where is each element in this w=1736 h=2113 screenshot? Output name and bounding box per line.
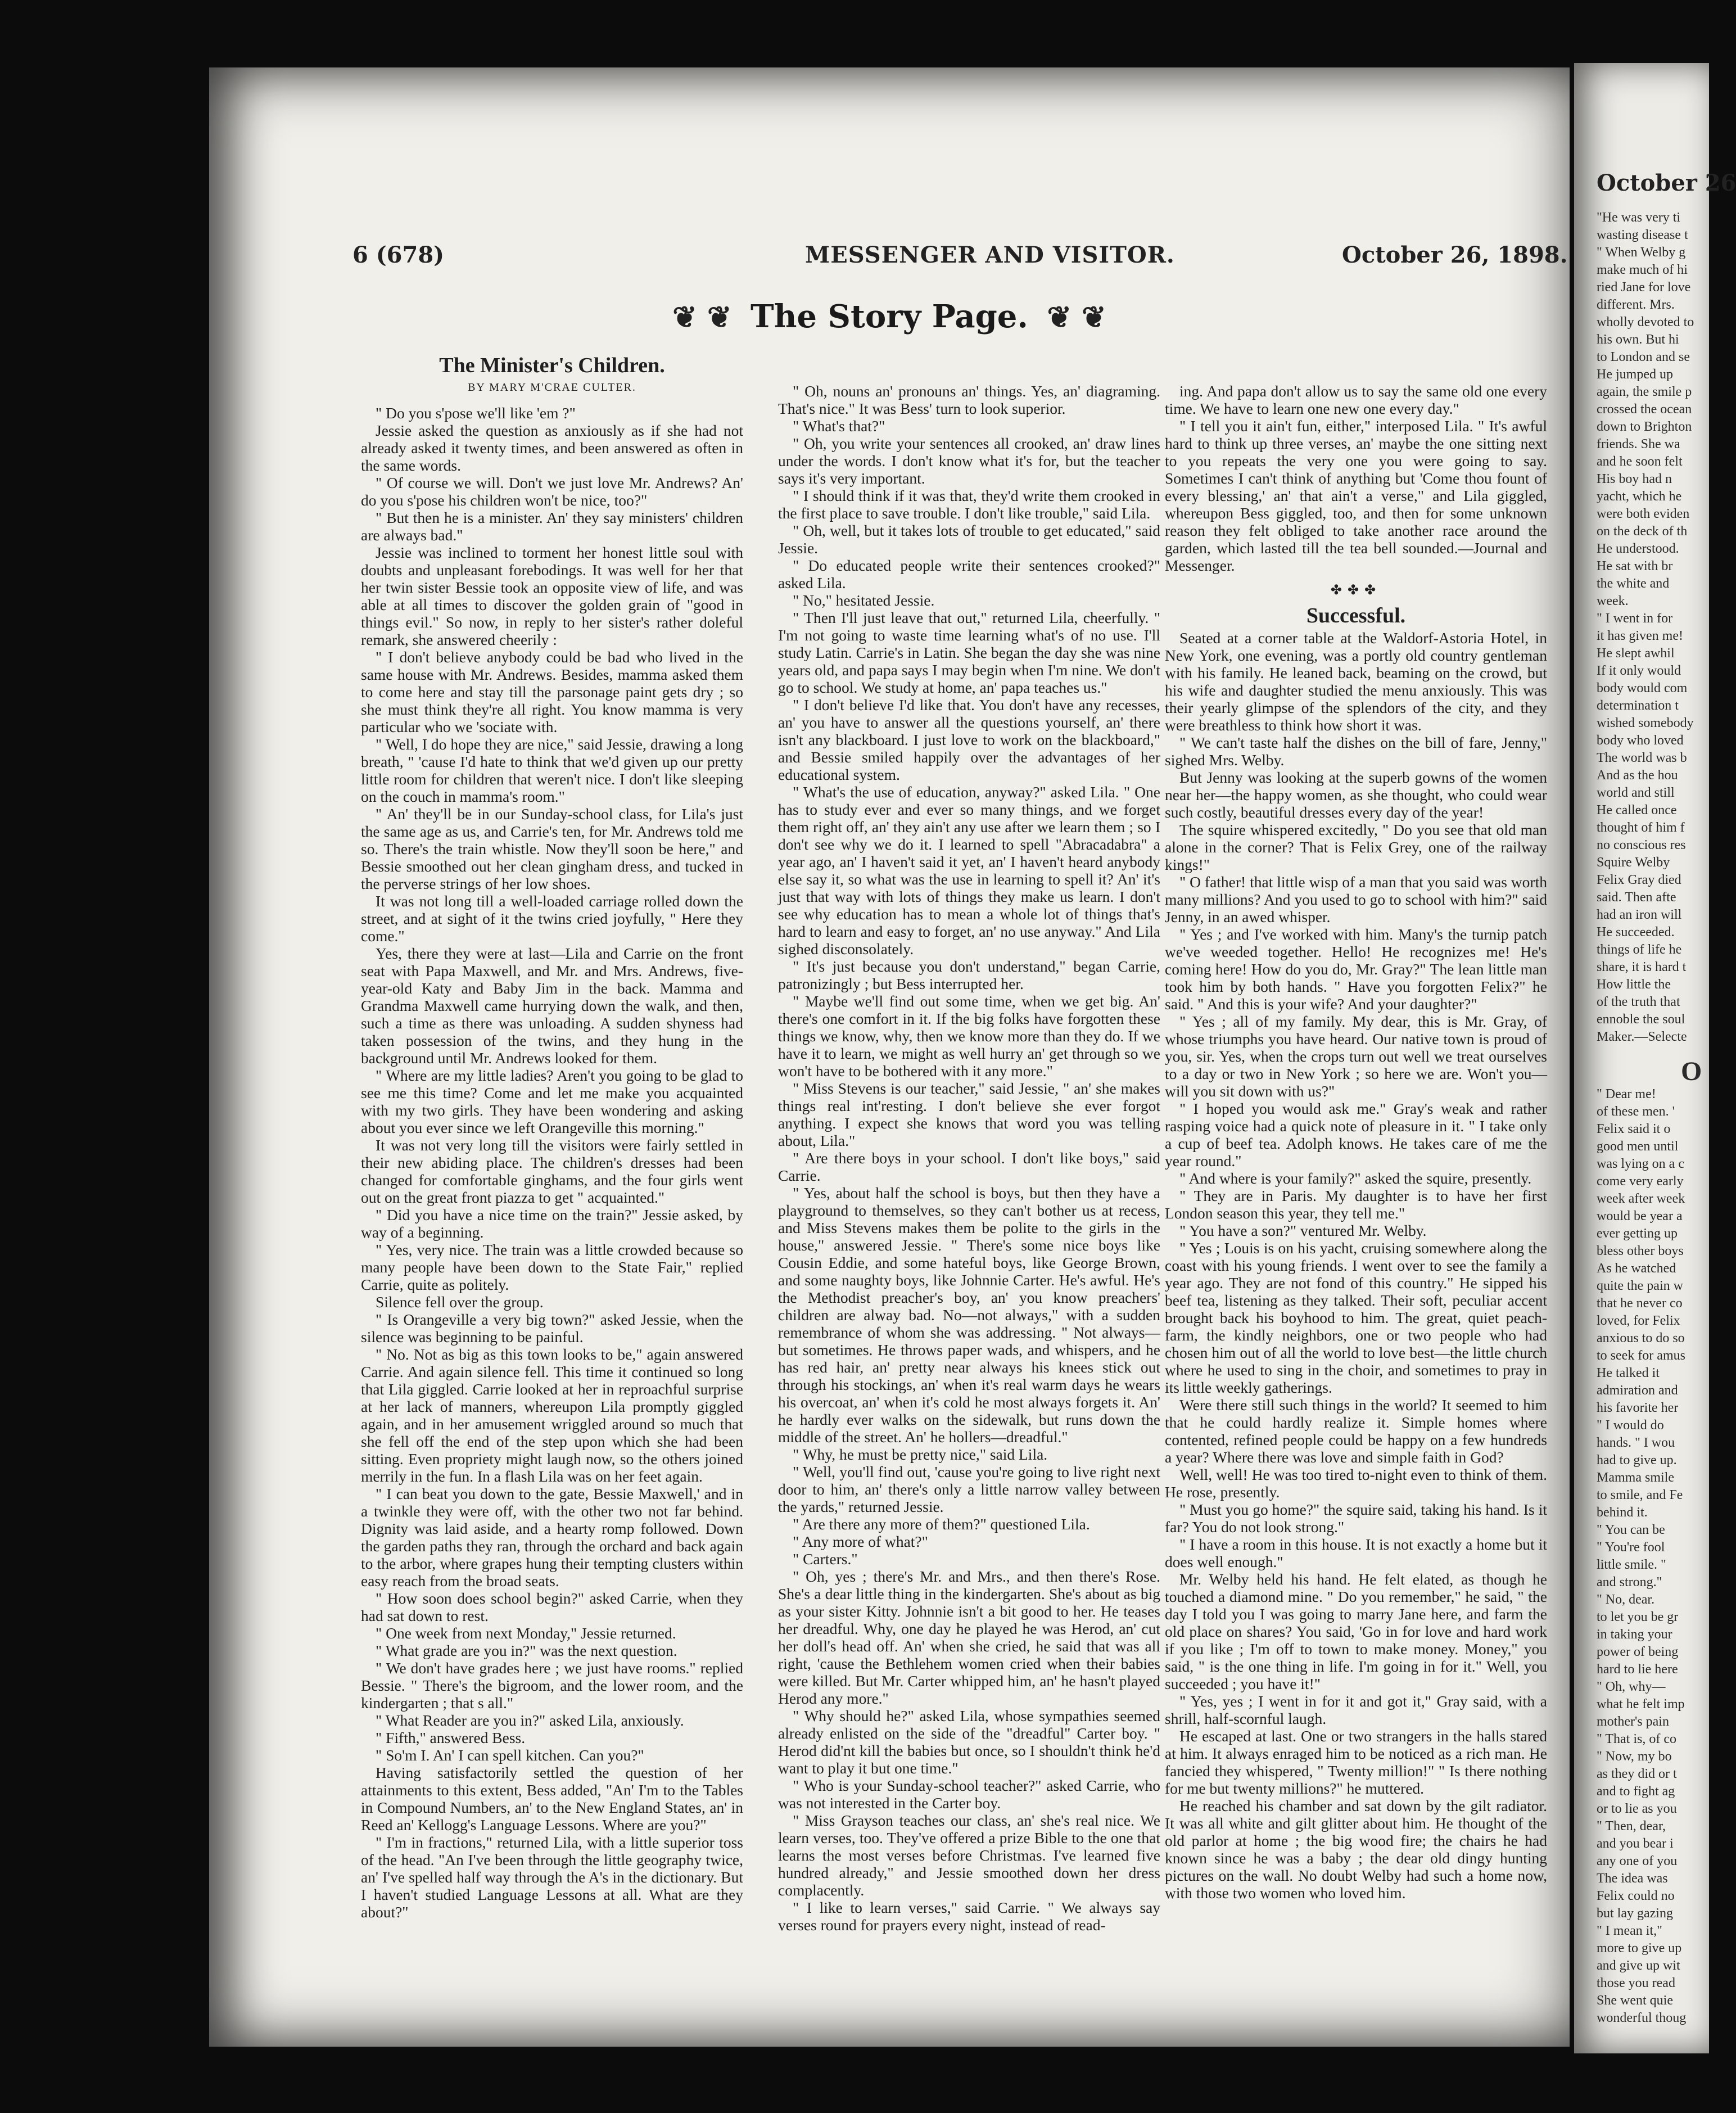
text-line: of these men. '	[1597, 1104, 1675, 1119]
paragraph: " And where is your family?" asked the squire, presently.	[1179, 1170, 1532, 1187]
paragraph: " Yes, very nice. The train was a little crowded because so many people have been down to the State Fair," replied Carrie, quite as politely.	[361, 1241, 743, 1293]
column-1-text	[361, 404, 743, 1921]
paragraph: Jessie was inclined to torment her honest little soul with doubts and unpleasant forebodings. It was well for her that her twin sister Bessie took an opposite view of life, and was able at all times to discover the golden grain of "good in things evil." So now, in reply to her sister's rather doleful remark, she answered cheerily :	[361, 544, 743, 648]
text-line: yacht, which he	[1597, 489, 1682, 504]
text-line: Mamma smile	[1597, 1470, 1674, 1485]
text-line: He slept awhil	[1597, 646, 1675, 661]
text-line: " When Welby g	[1597, 245, 1686, 260]
text-line: good men until	[1597, 1139, 1679, 1154]
section-divider: ✤✤✤	[1330, 583, 1382, 598]
text-line: and you bear i	[1597, 1836, 1674, 1851]
text-line: to London and se	[1597, 350, 1690, 364]
text-line: were both eviden	[1597, 507, 1690, 521]
paragraph: " What's the use of education, anyway?" asked Lila. " One has to study ever and ever so many things, and we forget them right off, an' they ain't any use after we learn them ; so I don't see why we do it. I learned to spell "Abracadabra" a year ago, an' I haven't said it yet, an' I haven't heard anybody else say it, so what was the use in learning to spell it? An' it's just that way with lots of things they make us learn. I don't see why education has to mean a whole lot of things that's hard to learn and easy to forget, an' no use anyway." And Lila sighed disconsolately.	[778, 783, 1160, 958]
text-line: His boy had n	[1597, 472, 1672, 486]
text-line: was lying on a c	[1597, 1157, 1684, 1171]
text-line: " Dear me!	[1597, 1087, 1656, 1101]
text-line: hands. " I wou	[1597, 1435, 1675, 1450]
text-line: " That is, of co	[1597, 1732, 1676, 1746]
paragraph: " I don't believe anybody could be bad who lived in the same house with Mr. Andrews. Besides, mamma asked them to come here and stay till the parsonage paint gets dry ; so she must think they're all right. You know mamma is very particular who we 'sociate with.	[361, 648, 743, 735]
paragraph: Well, well! He was too tired to-night even to think of them. He rose, presently.	[1165, 1466, 1547, 1501]
text-line: " You can be	[1597, 1523, 1665, 1537]
adjacent-page-header: October 26	[1597, 170, 1736, 196]
paragraph: " Miss Stevens is our teacher," said Jessie, " an' she makes things real int'resting. I don't believe she ever forgot anything. I expect she knows that word you was telling about, Lila."	[778, 1080, 1160, 1149]
text-line: The idea was	[1597, 1871, 1668, 1886]
paragraph: " Who is your Sunday-school teacher?" asked Carrie, who was not interested in the Carter boy.	[778, 1777, 1160, 1812]
paragraph: " I tell you it ain't fun, either," interposed Lila. " It's awful hard to think up three verses, an' maybe the one sitting next to you repeats the very one you were going to say. Sometimes I can't think of anything but 'Come thou fount of every blessing,' an' that ain't a verse," and Lila giggled, whereupon Bess giggled, too, and then for some unknown reason they felt obliged to take another race around the garden, which lasted till the tea bell sounded.—Journal and Messenger.	[1165, 417, 1547, 574]
paragraph: It was not long till a well-loaded carriage rolled down the street, and at sight of it the twins cried joyfully, " Here they come."	[361, 892, 743, 945]
text-line: little smile. "	[1597, 1557, 1666, 1572]
paragraph: " Oh, well, but it takes lots of trouble to get educated," said Jessie.	[778, 522, 1160, 557]
paragraph: " Are there boys in your school. I don't like boys," said Carrie.	[778, 1149, 1160, 1184]
text-line: share, it is hard t	[1597, 960, 1687, 974]
text-line: different. Mrs.	[1597, 297, 1675, 312]
paragraph: " Well, you'll find out, 'cause you're going to live right next door to him, an' there's only a little narrow valley between the yards," returned Jessie.	[778, 1463, 1160, 1515]
text-line: but lay gazing	[1597, 1906, 1673, 1921]
text-line: of the truth that	[1597, 995, 1680, 1009]
paragraph: It was not very long till the visitors were fairly settled in their new abiding place. The children's dresses had been changed for comfortable ginghams, and the four girls went out on the great front piazza to get " acquainted."	[361, 1136, 743, 1206]
text-line: body would com	[1597, 681, 1688, 696]
text-line: to smile, and Fe	[1597, 1488, 1683, 1502]
text-line: to let you be gr	[1597, 1610, 1679, 1624]
text-line: would be year a	[1597, 1209, 1683, 1223]
text-line: and he soon felt	[1597, 454, 1683, 469]
text-line: mother's pain	[1597, 1714, 1669, 1729]
paragraph: " Any more of what?"	[793, 1533, 928, 1550]
paragraph: " Are there any more of them?" questioned Lila.	[793, 1515, 1090, 1533]
story-byline: BY MARY M'CRAE CULTER.	[468, 381, 636, 394]
paragraph: Having satisfactorily settled the question of her attainments to this extent, Bess added, "An' I'm to the Tables in Compound Numbers, an' to the New England States, an' in Reed an' Kellogg's Language Lessons. Where are you?"	[361, 1764, 743, 1834]
issue-date: October 26, 1898.	[1342, 242, 1568, 268]
paragraph: " Why, he must be pretty nice," said Lila.	[793, 1446, 1048, 1463]
column-3-story1-text	[1165, 382, 1547, 574]
adjacent-page-fragment	[1574, 63, 1736, 2053]
text-line: How little the	[1597, 977, 1671, 992]
paragraph: Silence fell over the group.	[376, 1293, 544, 1311]
paragraph: " Did you have a nice time on the train?" Jessie asked, by way of a beginning.	[361, 1206, 743, 1241]
paragraph: " I hoped you would ask me." Gray's weak and rather rasping voice had a quick note of pleasure in it. " I take only a cup of beef tea. Adolph knows. He takes care of me the year round."	[1165, 1100, 1547, 1170]
text-line: wholly devoted to	[1597, 315, 1694, 329]
text-line: ever getting up	[1597, 1226, 1678, 1241]
paragraph: " You have a son?" ventured Mr. Welby.	[1179, 1222, 1427, 1239]
text-line: hard to lie here	[1597, 1662, 1678, 1677]
paragraph: " So'm I. An' I can spell kitchen. Can you?"	[376, 1746, 644, 1764]
column-2-text	[778, 382, 1160, 1934]
text-line: wished somebody	[1597, 716, 1694, 730]
paragraph: " Yes ; and I've worked with him. Many's the turnip patch we've weeded together. Hello! He recognizes me! He's coming here! How do you do, Mr. Gray?" The lean little man took him by both hands. " Have you forgotten Felix?" he said. " And this is your wife? And your daughter?"	[1165, 925, 1547, 1013]
paragraph: " Well, I do hope they are nice," said Jessie, drawing a long breath, " 'cause I'd hate to think that we'd given up our pretty little room for children that weren't nice. I don't like sleeping on the couch in mamma's room."	[361, 735, 743, 805]
text-line: on the deck of th	[1597, 524, 1688, 539]
text-line: He called once	[1597, 803, 1677, 818]
text-line: " I mean it,"	[1597, 1924, 1662, 1938]
text-line: He understood.	[1597, 541, 1679, 556]
text-line: week after week	[1597, 1191, 1685, 1206]
paragraph: " Do you s'pose we'll like 'em ?"	[376, 404, 576, 422]
paragraph: " Why should he?" asked Lila, whose sympathies seemed already enlisted on the side of the "dreadful" Carter boy. " Herod did'nt kill the babies but once, so I shouldn't think he'd want to play it but one time."	[778, 1707, 1160, 1777]
text-line: week.	[1597, 594, 1629, 608]
text-line: it has given me!	[1597, 629, 1683, 643]
column-1	[361, 354, 743, 2021]
text-line: thought of him f	[1597, 820, 1685, 835]
text-line: more to give up	[1597, 1941, 1682, 1956]
paragraph: But Jenny was looking at the superb gowns of the women near her—the happy women, as she thought, who could wear such costly, beautiful dresses every day of the year!	[1165, 769, 1547, 821]
paragraph: " I can beat you down to the gate, Bessie Maxwell,' and in a twinkle they were off, with the other two not far behind. Dignity was laid aside, and a hearty romp followed. Down the garden paths they ran, through the orchard and back again to the arbor, where grapes hung their tempting clusters within easy reach from the broad seats.	[361, 1485, 743, 1590]
text-line: " You're fool	[1597, 1540, 1665, 1555]
paragraph: " Fifth," answered Bess.	[376, 1729, 526, 1746]
text-line: what he felt imp	[1597, 1697, 1685, 1712]
text-line: " Now, my bo	[1597, 1749, 1672, 1764]
paragraph: " Yes ; all of my family. My dear, this is Mr. Gray, of whose triumphs you have heard. Our native town is proud of you, sir. Yes, when the crops turn out well we treat ourselves to a day or two in New York ; so here we are. Won't you—will you sit down with us?"	[1165, 1013, 1547, 1100]
leaf-ornament-icon: ❦ ❦	[672, 300, 732, 335]
text-line: If it only would	[1597, 663, 1681, 678]
text-line: Squire Welby	[1597, 855, 1670, 870]
text-line: crossed the ocean	[1597, 402, 1692, 417]
paragraph: " Must you go home?" the squire said, taking his hand. Is it far? You do not look strong."	[1165, 1501, 1547, 1536]
text-line: and strong."	[1597, 1575, 1662, 1590]
text-line: Maker.—Selecte	[1597, 1030, 1687, 1044]
text-line: and to fight ag	[1597, 1784, 1675, 1799]
text-line: determination t	[1597, 698, 1679, 713]
paragraph: He escaped at last. One or two strangers in the halls stared at him. It always enraged him to be noticed as a rich man. He fancied they whispered, " Twenty million!" " Is there nothing for me but twenty millions?" he muttered.	[1165, 1727, 1547, 1797]
text-line: Felix Gray died	[1597, 873, 1681, 887]
paragraph: " An' they'll be in our Sunday-school class, for Lila's just the same age as us, and Carrie's ten, for Mr. Andrews told me so. There's the train whistle. Now they'll soon be here," and Bessie smoothed out her clean gingham dress, and tucked in the perverse strings of her low shoes.	[361, 805, 743, 892]
paragraph: " We can't taste half the dishes on the bill of fare, Jenny," sighed Mrs. Welby.	[1165, 734, 1547, 769]
paragraph: " Then I'll just leave that out," returned Lila, cheerfully. " I'm not going to waste time learning what's of no use. I'll study Latin. Carrie's in Latin. She began the day she was nine years old, and papa says I may begin when I'm nine. We don't go to school. We study at home, an' papa teaches us."	[778, 609, 1160, 696]
paragraph: " Maybe we'll find out some time, when we get big. An' there's one comfort in it. If the big folks have forgotten these things we know, why, then we know more than they do. If we have it to learn, we might as well hurry an' get through so we won't have to be bothered with it any more."	[778, 992, 1160, 1080]
text-line: He succeeded.	[1597, 925, 1675, 940]
paragraph: Jessie asked the question as anxiously as if she had not already asked it twenty times, and been answered as often in the same words.	[361, 422, 743, 474]
text-line: again, the smile p	[1597, 385, 1692, 399]
text-line: come very early	[1597, 1174, 1684, 1189]
text-line: He sat with br	[1597, 559, 1673, 574]
column-3-story2-text	[1165, 629, 1547, 1902]
adjacent-page-text-b	[1597, 1086, 1732, 2027]
paragraph: Seated at a corner table at the Waldorf-Astoria Hotel, in New York, one evening, was a portly old country gentleman with his family. He leaned back, beaming on the crowd, but his wife and daughter studied the menu anxiously. This was their yearly glimpse of the splendors of the city, and they were breathless to think how short it was.	[1165, 629, 1547, 734]
text-line: power of being	[1597, 1645, 1679, 1659]
paragraph: " Yes, about half the school is boys, but then they have a playground to themselves, so they can't bother us at recess, and Miss Stevens makes them be polite to the girls in the house," answered Jessie. " There's some nice boys like Cousin Eddie, and some hateful boys, like George Brown, and some naughty boys, like Johnnie Carter. He's awful. He's the Methodist preacher's boy, an' you know preachers' children are alway bad. No—not always," with a sudden remembrance of whom she was addressing. " Not always—but sometimes. He throws paper wads, and whispers, and he has red hair, an' pretty near always his knees stick out through his stockings, an' when it's real warm days he wears his overcoat, an' when it's cold he most always forgets it. An' he hardly ever walks on the sidewalk, but runs down the middle of the street. An' he hollers—dreadful."	[778, 1184, 1160, 1446]
paragraph: " But then he is a minister. An' they say ministers' children are always bad."	[361, 509, 743, 544]
text-line: or to lie as you	[1597, 1802, 1677, 1816]
text-line: admiration and	[1597, 1383, 1678, 1398]
paragraph: " One week from next Monday," Jessie returned.	[376, 1624, 676, 1642]
paragraph: " They are in Paris. My daughter is to have her first London season this year, they tell me."	[1165, 1187, 1547, 1222]
paragraph: " O father! that little wisp of a man that you said was worth many millions? And you used to go to school with him?" said Jenny, in an awed whisper.	[1165, 873, 1547, 925]
paragraph: " What grade are you in?" was the next question.	[376, 1642, 677, 1659]
paragraph: " Oh, yes ; there's Mr. and Mrs., and then there's Rose. She's a dear little thing in the kindergarten. She's about as big as your sister Kitty. Johnnie isn't a bit good to her. He teases her dreadful. Why, one day he played he was Herod, an' cut her doll's head off. An' when she cried, he said that was all right, 'cause the Bethlehem women cried when their babies were killed. But Mr. Carter whipped him, an' he hasn't played Herod any more."	[778, 1568, 1160, 1707]
text-line: in taking your	[1597, 1627, 1672, 1642]
text-line: his own. But hi	[1597, 332, 1679, 347]
paragraph: " Do educated people write their sentences crooked?" asked Lila.	[778, 557, 1160, 592]
text-line: behind it.	[1597, 1505, 1648, 1520]
paragraph: Were there still such things in the world? It seemed to him that he could hardly realize it. Simple homes where contented, refined people could be happy on a few hundreds a year? Where there was love and simple faith in God?	[1165, 1396, 1547, 1466]
text-line: wasting disease t	[1597, 228, 1688, 242]
text-line: wonderful thoug	[1597, 2011, 1687, 2025]
text-line: said. Then afte	[1597, 890, 1676, 905]
column-3	[1165, 382, 1547, 2047]
text-line: quite the pain w	[1597, 1279, 1683, 1293]
text-line: " Then, dear,	[1597, 1819, 1666, 1834]
paragraph: Yes, there they were at last—Lila and Carrie on the front seat with Papa Maxwell, and Mr. and Mrs. Andrews, five-year-old Katy and Baby Jim in the back. Mamma and Grandma Maxwell came hurrying down the walk, and then, such a time as there was unloading. A sudden shyness had taken possession of the twins, and they hung in the background until Mr. Andrews looked for them.	[361, 945, 743, 1067]
page-number: 6 (678)	[352, 242, 445, 268]
paragraph: " Of course we will. Don't we just love Mr. Andrews? An' do you s'pose his children won't be nice, too?"	[361, 474, 743, 509]
section-title: The Story Page.	[751, 298, 1028, 335]
text-line: things of life he	[1597, 942, 1682, 957]
text-line: had an iron will	[1597, 907, 1682, 922]
text-line: Felix could no	[1597, 1889, 1675, 1903]
paragraph: " I have a room in this house. It is not exactly a home but it does well enough."	[1165, 1536, 1547, 1570]
section-banner	[209, 298, 1570, 335]
text-line: make much of hi	[1597, 263, 1688, 277]
text-line: ennoble the soul	[1597, 1012, 1685, 1027]
text-line: anxious to do so	[1597, 1331, 1685, 1346]
text-line: " Oh, why—	[1597, 1679, 1666, 1694]
paragraph: " I don't believe I'd like that. You don't have any recesses, an' you have to answer all the questions yourself, an' there isn't any blackboard. I just love to work on the blackboard," and Bessie smiled happily over the advantages of her educational system.	[778, 696, 1160, 783]
text-line: And as the hou	[1597, 768, 1678, 783]
text-line: the white and	[1597, 576, 1670, 591]
paragraph: " No," hesitated Jessie.	[793, 592, 935, 609]
text-line: He jumped up	[1597, 367, 1673, 382]
paragraph: " Oh, you write your sentences all crooked, an' draw lines under the words. I don't know what it's for, but the teacher says it's very important.	[778, 435, 1160, 487]
paragraph: " Yes, yes ; I went in for it and got it," Gray said, with a shrill, half-scornful laugh.	[1165, 1692, 1547, 1727]
paragraph: ing. And papa don't allow us to say the same old one every time. We have to learn one new one every day."	[1165, 382, 1547, 417]
text-line: no conscious res	[1597, 838, 1686, 852]
text-line: bless other boys	[1597, 1244, 1684, 1258]
text-line: down to Brighton	[1597, 419, 1692, 434]
text-line: and give up wit	[1597, 1958, 1680, 1973]
paragraph: " I like to learn verses," said Carrie. " We always say verses round for prayers every night, instead of read-	[778, 1899, 1160, 1934]
paragraph: " Carters."	[793, 1550, 858, 1568]
text-line: that he never co	[1597, 1296, 1683, 1311]
text-line: " I went in for	[1597, 611, 1673, 626]
paragraph: " Oh, nouns an' pronouns an' things. Yes, an' diagraming. That's nice." It was Bess' turn to look superior.	[778, 382, 1160, 417]
paragraph: " No. Not as big as this town looks to be," again answered Carrie. And again silence fell. This time it continued so long that Lila giggled. Carrie looked at her in reproachful surprise at her lack of manners, whereupon Lila promptly giggled again, and in her amusement wriggled around so much that she fell off the end of the step upon which she had been sitting. Even propriety might laugh now, so the others joined merrily in the fun. In a flash Lila was on her feet again.	[361, 1346, 743, 1485]
text-line: " I would do	[1597, 1418, 1664, 1433]
text-line: his favorite her	[1597, 1401, 1679, 1415]
text-line: He talked it	[1597, 1366, 1660, 1380]
newspaper-page	[209, 67, 1570, 2047]
text-line: body who loved	[1597, 733, 1684, 748]
text-line: The world was b	[1597, 751, 1687, 765]
story-title: The Minister's Children.	[439, 354, 665, 377]
story-title: Successful.	[1306, 604, 1406, 627]
text-line: as they did or t	[1597, 1767, 1677, 1781]
page-header	[209, 174, 1570, 268]
text-line: Felix said it o	[1597, 1122, 1671, 1136]
text-line: "He was very ti	[1597, 210, 1681, 225]
adjacent-page-text-a	[1597, 209, 1732, 1046]
paragraph: " Miss Grayson teaches our class, an' she's real nice. We learn verses, too. They've offered a prize Bible to the one that learns the most verses before Christmas. I've learned five hundred already," and Jessie smoothed down her dress complacently.	[778, 1812, 1160, 1899]
column-2	[778, 382, 1160, 2047]
text-line: " No, dear.	[1597, 1592, 1655, 1607]
adjacent-section-letter: O	[1681, 1056, 1702, 1086]
text-line: had to give up.	[1597, 1453, 1677, 1468]
paragraph: " What Reader are you in?" asked Lila, anxiously.	[376, 1712, 684, 1729]
text-line: friends. She wa	[1597, 437, 1680, 452]
text-line: any one of you	[1597, 1854, 1678, 1868]
text-line: She went quie	[1597, 1993, 1673, 2008]
text-line: As he watched	[1597, 1261, 1676, 1276]
paragraph: " What's that?"	[793, 417, 885, 435]
text-line: those you read	[1597, 1976, 1675, 1990]
paragraph: He reached his chamber and sat down by the gilt radiator. It was all white and gilt glitter about him. He thought of the old parlor at home ; the big wood fire; the chairs he had known since he was a baby ; the dear old dingy hunting pictures on the wall. No doubt Welby had such a home now, with those two women who loved him.	[1165, 1797, 1547, 1902]
leaf-ornament-icon: ❦ ❦	[1047, 300, 1106, 335]
text-line: ried Jane for love	[1597, 280, 1691, 295]
paragraph: " Where are my little ladies? Aren't you going to be glad to see me this time? Come and let me make you acquainted with my two girls. They have been wondering and asking about you ever since we left Orangeville this morning."	[361, 1067, 743, 1136]
paragraph: " Is Orangeville a very big town?" asked Jessie, when the silence was beginning to be painful.	[361, 1311, 743, 1346]
paragraph: " We don't have grades here ; we just have rooms." replied Bessie. " There's the bigroom, and the lower room, and the kindergarten ; that s all."	[361, 1659, 743, 1712]
paragraph: " It's just because you don't understand," began Carrie, patronizingly ; but Bess interrupted her.	[778, 958, 1160, 992]
paragraph: " I'm in fractions," returned Lila, with a little superior toss of the head. "An I've been through the little geography twice, an' I've spelled half way through the A's in the dictionary. But I haven't studied Language Lessons at all. What are they about?"	[361, 1834, 743, 1921]
paragraph: Mr. Welby held his hand. He felt elated, as though he touched a diamond mine. " Do you remember," he said, " the day I told you I was going to marry Jane here, and farm the old place on shares? You said, 'Go in for love and hard work if you like ; I'm off to town to make money. Money," you said, " is the one thing in life. I'm going in for it." Well, you succeeded ; you have it!"	[1165, 1570, 1547, 1692]
text-line: loved, for Felix	[1597, 1313, 1680, 1328]
paragraph: The squire whispered excitedly, " Do you see that old man alone in the corner? That is Felix Grey, one of the railway kings!"	[1165, 821, 1547, 873]
newspaper-title: MESSENGER AND VISITOR.	[805, 242, 1175, 268]
text-line: to seek for amus	[1597, 1348, 1685, 1363]
paragraph: " How soon does school begin?" asked Carrie, when they had sat down to rest.	[361, 1590, 743, 1624]
paragraph: " Yes ; Louis is on his yacht, cruising somewhere along the coast with his young friends. I went over to see the family a year ago. They are not fond of this country." He sipped his beef tea, listening as they talked. Their soft, peculiar accent brought back his boyhood to him. The great, quiet peach-farm, the kindly neighbors, one or two people who had chosen him out of all the world to love best—the little church where he used to sing in the choir, and sometimes to pray in its little weekly gatherings.	[1165, 1239, 1547, 1396]
text-line: world and still	[1597, 785, 1675, 800]
adjacent-page-text	[1597, 209, 1732, 2027]
paragraph: " I should think if it was that, they'd write them crooked in the first place to save trouble. I don't like trouble," said Lila.	[778, 487, 1160, 522]
